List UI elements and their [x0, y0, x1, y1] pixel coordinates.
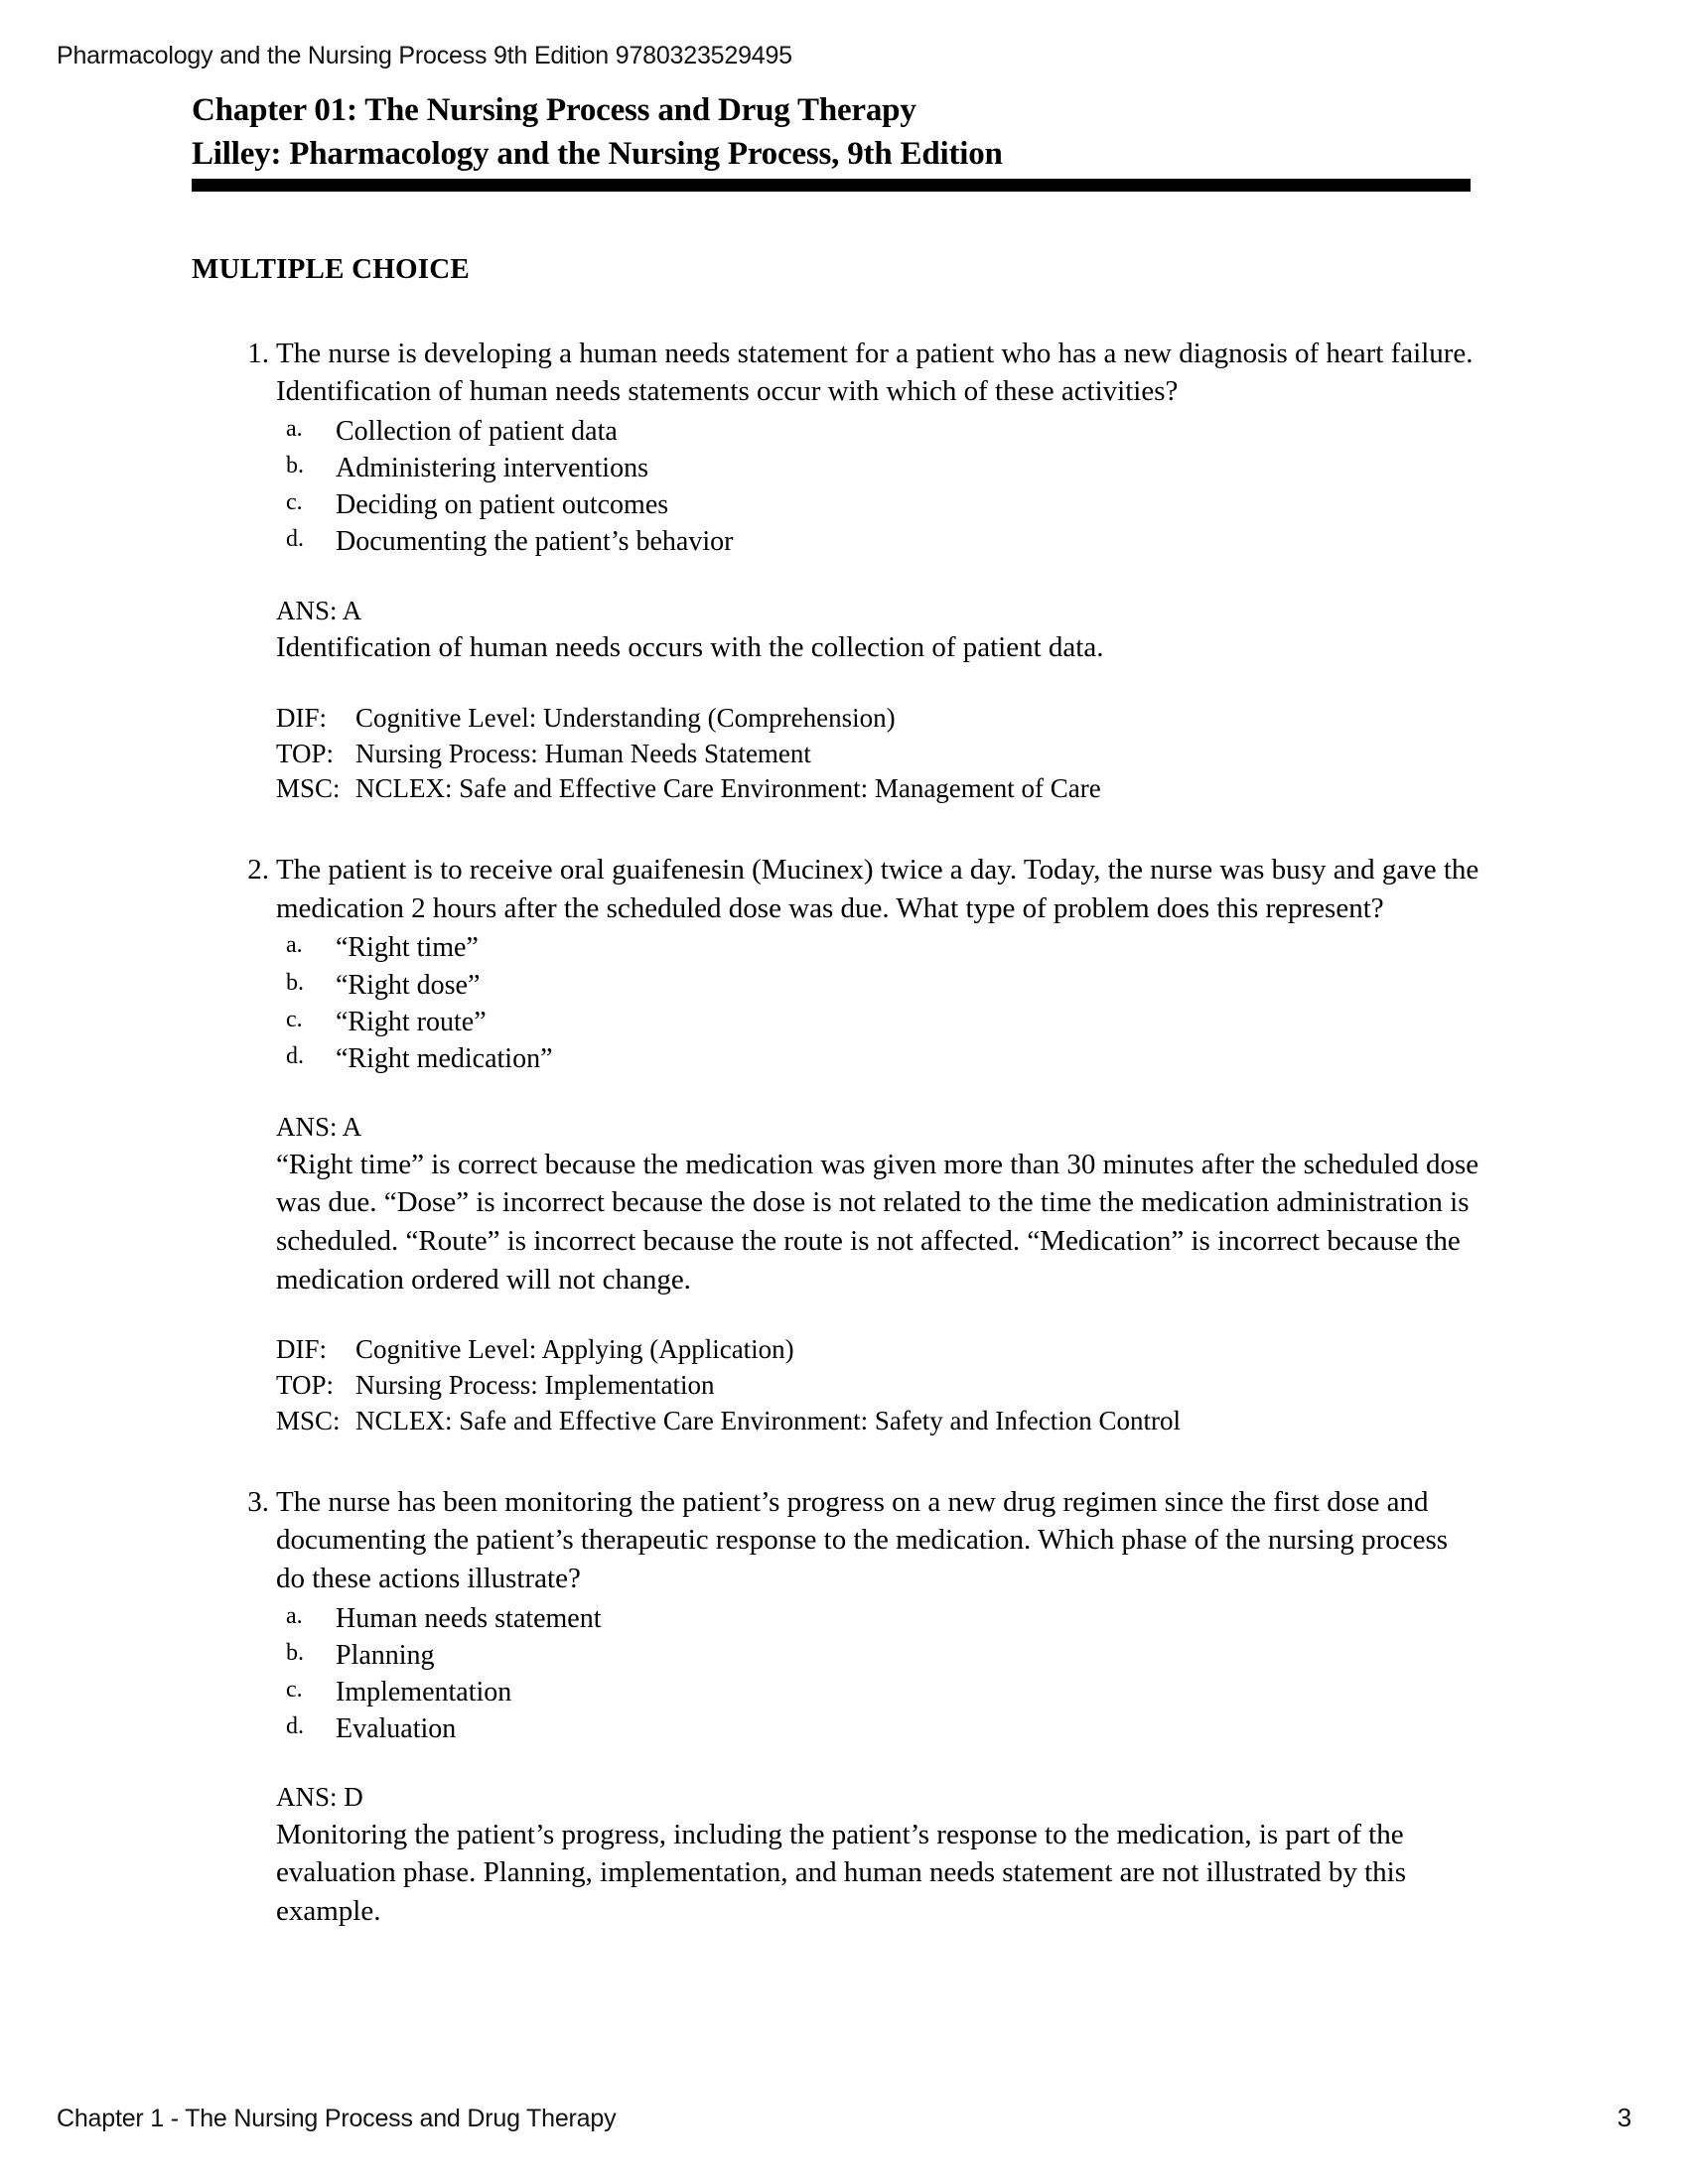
footer-page-number: 3 [1617, 2103, 1631, 2132]
metadata-value: NCLEX: Safe and Effective Care Environment: Management of Care [355, 773, 1101, 804]
option-d[interactable] [276, 523, 1482, 560]
option-letter: a. [286, 932, 303, 959]
option-letter: d. [286, 1043, 304, 1070]
option-letter: b. [286, 452, 304, 478]
option-text: Collection of patient data [336, 415, 618, 447]
running-head: Pharmacology and the Nursing Process 9th Edition 9780323529495 [57, 42, 792, 69]
metadata-msc [276, 771, 1482, 807]
metadata-key: DIF: [276, 702, 328, 733]
question-item [192, 1483, 1482, 1931]
answer-block [192, 593, 1482, 667]
option-text: Deciding on patient outcomes [336, 489, 669, 521]
option-text: “Right medication” [336, 1043, 553, 1075]
option-letter: c. [286, 1006, 303, 1032]
option-list [192, 413, 1482, 561]
metadata-top [276, 737, 1482, 772]
option-c[interactable] [276, 1004, 1482, 1040]
metadata-value: NCLEX: Safe and Effective Care Environment: Safety and Infection Control [355, 1405, 1182, 1435]
metadata-dif [276, 701, 1482, 737]
option-text: Documenting the patient’s behavior [336, 526, 734, 558]
option-a[interactable] [276, 1600, 1482, 1637]
answer-block [192, 1109, 1482, 1298]
page-footer [57, 2103, 1631, 2133]
answer-block [192, 1779, 1482, 1930]
option-letter: a. [286, 415, 303, 442]
option-letter: d. [286, 1713, 304, 1740]
option-letter: d. [286, 526, 304, 553]
option-b[interactable] [276, 967, 1482, 1004]
answer-rationale: Monitoring the patient’s progress, including the patient’s response to the medication, is part of the evaluation phase. Planning, implementation, and human needs statement are not illustrated by this example. [276, 1818, 1406, 1927]
section-heading: MULTIPLE CHOICE [192, 253, 470, 285]
metadata-dif [276, 1332, 1482, 1368]
metadata-value: Cognitive Level: Understanding (Comprehension) [355, 702, 896, 733]
option-letter: b. [286, 969, 304, 996]
option-d[interactable] [276, 1710, 1482, 1747]
metadata-key: MSC: [276, 773, 341, 804]
answer-rationale: “Right time” is correct because the medication was given more than 30 minutes after the scheduled dose was due. “Dose” is incorrect because the dose is not related to the time the medication administration is scheduled. “Route” is incorrect because the route is not affected. “Medication” is incorrect because the medication ordered will not change. [276, 1148, 1479, 1296]
option-c[interactable] [276, 486, 1482, 523]
option-text: Administering interventions [336, 452, 648, 483]
answer-rationale: Identification of human needs occurs with the collection of patient data. [276, 631, 1104, 664]
question-text: The nurse has been monitoring the patient’s progress on a new drug regimen since the first dose and documenting the patient’s therapeutic response to the medication. Which phase of the nursing process do these actions illustrate? [276, 1485, 1449, 1594]
question-number: 2. [247, 854, 269, 887]
metadata-top [276, 1368, 1482, 1404]
option-b[interactable] [276, 1637, 1482, 1674]
metadata-value: Cognitive Level: Applying (Application) [355, 1334, 794, 1365]
option-text: “Right dose” [336, 969, 481, 1001]
question-stem [192, 335, 1482, 411]
question-item [192, 851, 1482, 1438]
option-list [192, 1600, 1482, 1748]
option-d[interactable] [276, 1040, 1482, 1077]
option-a[interactable] [276, 929, 1482, 966]
option-letter: c. [286, 489, 303, 516]
question-stem [192, 1483, 1482, 1598]
metadata-key: MSC: [276, 1405, 341, 1435]
option-text: “Right time” [336, 932, 479, 964]
option-text: Implementation [336, 1676, 512, 1707]
metadata-msc [276, 1404, 1482, 1439]
answer-key: ANS: A [276, 1112, 362, 1143]
question-text: The nurse is developing a human needs statement for a patient who has a new diagnosis of heart failure. Identification of human needs statements occur with which of these activities? [276, 337, 1474, 408]
option-text: “Right route” [336, 1006, 487, 1037]
book-title: Lilley: Pharmacology and the Nursing Process, 9th Edition [192, 135, 1003, 172]
metadata-key: TOP: [276, 738, 335, 768]
title-rule [192, 179, 1471, 192]
option-b[interactable] [276, 450, 1482, 486]
question-number: 3. [247, 1485, 269, 1518]
metadata-key: DIF: [276, 1334, 328, 1365]
option-text: Planning [336, 1639, 435, 1671]
metadata-value: Nursing Process: Implementation [355, 1370, 715, 1400]
chapter-title: Chapter 01: The Nursing Process and Drug Therapy [192, 92, 916, 128]
answer-key: ANS: D [276, 1782, 363, 1813]
question-number: 1. [247, 337, 269, 369]
option-c[interactable] [276, 1674, 1482, 1710]
metadata-block [192, 1332, 1482, 1439]
title-block [192, 89, 1482, 192]
question-stem [192, 851, 1482, 927]
option-letter: a. [286, 1602, 303, 1629]
option-letter: c. [286, 1676, 303, 1703]
option-a[interactable] [276, 413, 1482, 450]
metadata-block [192, 701, 1482, 808]
footer-chapter-label: Chapter 1 - The Nursing Process and Drug Therapy [57, 2105, 617, 2132]
option-list [192, 929, 1482, 1077]
question-item [192, 335, 1482, 808]
option-letter: b. [286, 1639, 304, 1666]
answer-key: ANS: A [276, 595, 362, 625]
document-body [192, 250, 1482, 1975]
option-text: Human needs statement [336, 1602, 602, 1634]
option-text: Evaluation [336, 1713, 457, 1745]
metadata-value: Nursing Process: Human Needs Statement [355, 738, 811, 768]
metadata-key: TOP: [276, 1370, 335, 1400]
question-text: The patient is to receive oral guaifenesin (Mucinex) twice a day. Today, the nurse was busy and gave the medication 2 hours after the scheduled dose was due. What type of problem does this represent? [276, 854, 1479, 924]
